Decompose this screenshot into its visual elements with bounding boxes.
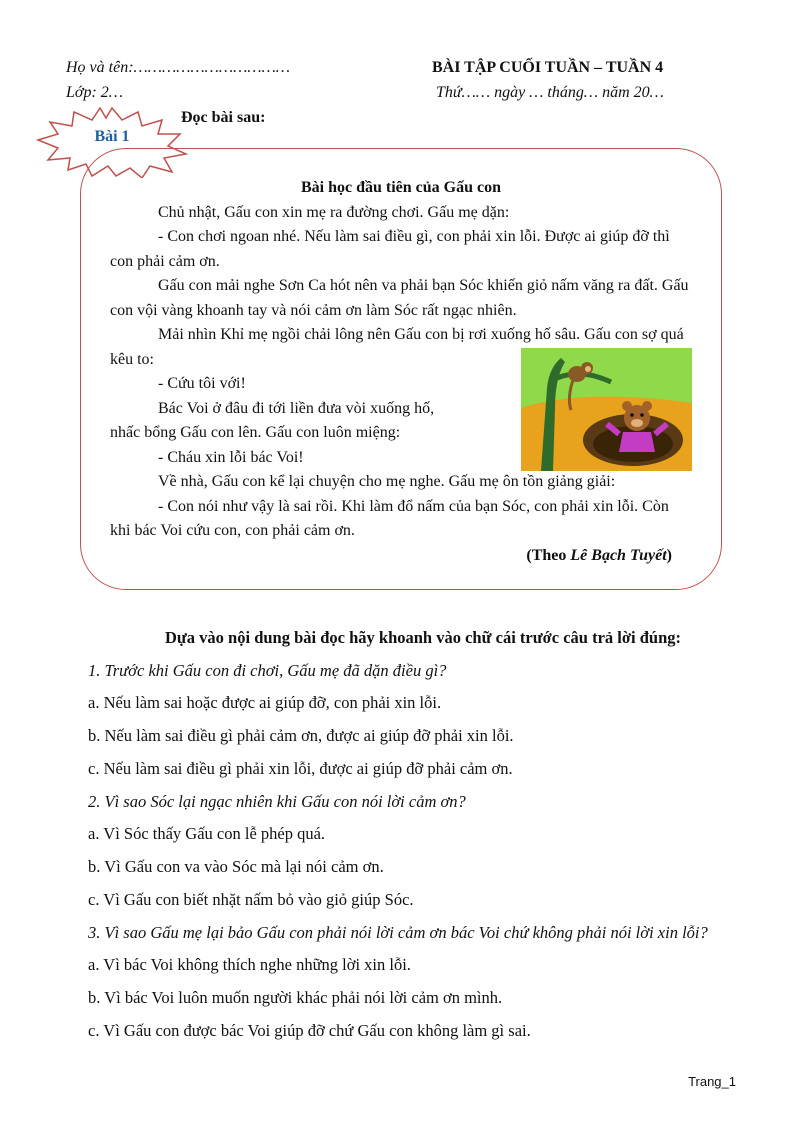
questions-heading: Dựa vào nội dung bài đọc hãy khoanh vào chữ cái trước câu trả lời đúng: xyxy=(164,628,681,647)
worksheet-title: BÀI TẬP CUỐI TUẦN – TUẦN 4 xyxy=(432,59,664,76)
story-paragraph: - Cháu xin lỗi bác Voi! xyxy=(158,448,304,466)
story-paragraph: - Con nói như vậy là sai rồi. Khi làm đổ nấm của bạn Sóc, con phải xin lỗi. Còn khi bác Voi cứu con, con phải cảm ơn. xyxy=(110,497,669,539)
bear-in-pit-illustration xyxy=(521,348,692,471)
source-author: Lê Bạch Tuyết xyxy=(570,546,667,564)
page-number: Trang_1 xyxy=(688,1074,736,1089)
answer-option[interactable]: c. Nếu làm sai điều gì phải xin lỗi, được ai giúp đỡ phải cảm ơn. xyxy=(88,758,513,778)
story-paragraph: Chủ nhật, Gấu con xin mẹ ra đường chơi. Gấu mẹ dặn: xyxy=(158,203,510,221)
question-text: 3. Vì sao Gấu mẹ lại bảo Gấu con phải nói lời cảm ơn bác Voi chứ không phải nói lời xin lỗi? xyxy=(88,923,708,943)
story-paragraph: Bác Voi ở đâu đi tới liền đưa vòi xuống hố, nhấc bổng Gấu con lên. Gấu con luôn miệng: xyxy=(110,399,435,441)
answer-option[interactable]: c. Vì Gấu con được bác Voi giúp đỡ chứ Gấu con không làm gì sai. xyxy=(88,1020,531,1040)
answer-option[interactable]: b. Vì bác Voi luôn muốn người khác phải nói lời cảm ơn mình. xyxy=(88,988,503,1008)
source-suffix: ) xyxy=(666,546,672,564)
date-line: Thứ…… ngày … tháng… năm 20… xyxy=(436,84,664,101)
instruction: Đọc bài sau: xyxy=(181,109,266,126)
story-title: Bài học đầu tiên của Gấu con xyxy=(300,179,502,196)
badge-label: Bài 1 xyxy=(94,128,130,145)
class-field: Lớp: 2… xyxy=(66,84,123,101)
answer-option[interactable]: b. Vì Gấu con va vào Sóc mà lại nói cảm ơn. xyxy=(88,856,384,876)
source-prefix: (Theo xyxy=(526,546,571,564)
answer-option[interactable]: b. Nếu làm sai điều gì phải cảm ơn, được ai giúp đỡ phải xin lỗi. xyxy=(88,726,514,746)
story-paragraph: Mải nhìn Khỉ mẹ ngồi chải lông nên Gấu con bị rơi xuống hố sâu. Gấu con sợ quá kêu to: xyxy=(110,326,684,368)
story-source xyxy=(110,544,692,569)
question-text: 1. Trước khi Gấu con đi chơi, Gấu mẹ đã dặn điều gì? xyxy=(88,660,447,680)
name-field: Họ và tên:…………………………… xyxy=(66,59,291,76)
answer-option[interactable]: c. Vì Gấu con biết nhặt nấm bỏ vào giỏ giúp Sóc. xyxy=(88,889,414,909)
answer-option[interactable]: a. Vì Sóc thấy Gấu con lễ phép quá. xyxy=(88,824,326,844)
story-paragraph: - Cứu tôi với! xyxy=(158,375,246,392)
story-paragraph: - Con chơi ngoan nhé. Nếu làm sai điều gì, con phải xin lỗi. Được ai giúp đỡ thì con phải cảm ơn. xyxy=(110,228,670,270)
question-text: 2. Vì sao Sóc lại ngạc nhiên khi Gấu con nói lời cảm ơn? xyxy=(88,791,466,811)
questions-section xyxy=(88,622,748,1047)
answer-option[interactable]: a. Nếu làm sai hoặc được ai giúp đỡ, con phải xin lỗi. xyxy=(88,693,442,713)
answer-option[interactable]: a. Vì bác Voi không thích nghe những lời xin lỗi. xyxy=(88,955,411,975)
story-paragraph: Về nhà, Gấu con kể lại chuyện cho mẹ nghe. Gấu mẹ ôn tồn giảng giải: xyxy=(158,473,616,490)
story-paragraph: Gấu con mải nghe Sơn Ca hót nên va phải bạn Sóc khiến giỏ nấm văng ra đất. Gấu con vội vàng khoanh tay và nói cảm ơn làm Sóc rất ngạc nhiên. xyxy=(110,277,689,319)
